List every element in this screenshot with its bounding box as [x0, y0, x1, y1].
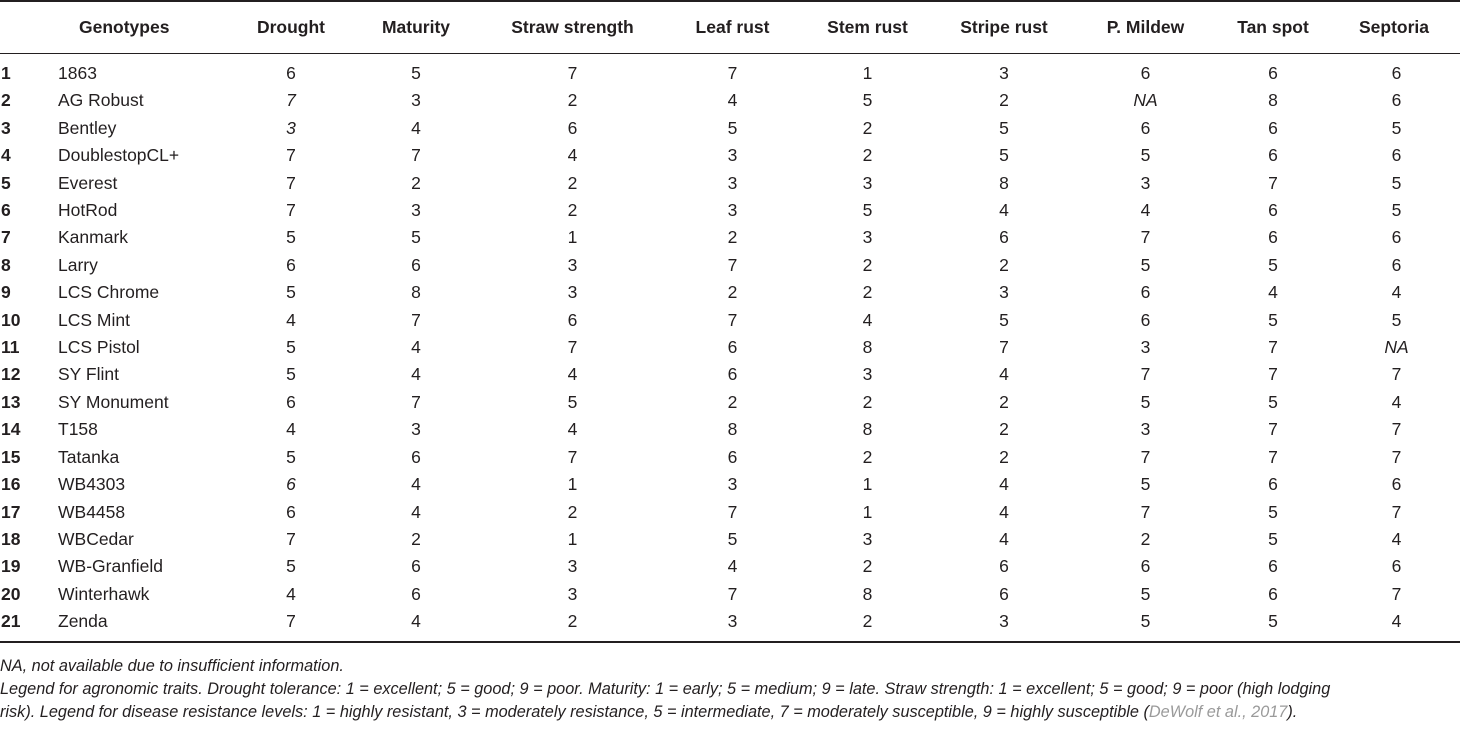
table-body — [0, 54, 1460, 636]
cell-maturity: 2 — [411, 172, 421, 193]
cell-leaf-rust: 8 — [727, 419, 738, 440]
cell-p-mildew: 3 — [1140, 419, 1151, 440]
cell-genotypes: T158 — [58, 419, 98, 440]
cell-drought: 5 — [286, 282, 296, 303]
cell-stem-rust: 4 — [862, 309, 873, 330]
cell-straw-strength: 4 — [567, 364, 578, 385]
cell-p-mildew: 6 — [1140, 63, 1151, 83]
table-row — [0, 87, 1460, 114]
cell-stem-rust: 8 — [862, 583, 873, 604]
cell-septoria: 6 — [1391, 474, 1402, 495]
cell-stripe-rust: 7 — [999, 337, 1009, 358]
cell-maturity: 4 — [411, 474, 421, 495]
cell-septoria: 4 — [1391, 528, 1402, 549]
table-row — [0, 142, 1460, 169]
cell-p-mildew: 4 — [1140, 200, 1151, 221]
cell-straw-strength: 3 — [567, 583, 578, 604]
cell-stem-rust: 2 — [862, 117, 873, 138]
cell-index: 2 — [1, 90, 11, 111]
table-row — [0, 115, 1460, 142]
cell-p-mildew: 5 — [1140, 254, 1151, 275]
cell-stripe-rust: 3 — [999, 611, 1009, 632]
cell-septoria: 5 — [1391, 200, 1402, 221]
cell-leaf-rust: 2 — [727, 227, 738, 248]
cell-stem-rust: 5 — [862, 200, 873, 221]
cell-stem-rust: 2 — [862, 611, 873, 632]
cell-straw-strength: 7 — [567, 337, 578, 358]
cell-septoria: 4 — [1391, 282, 1402, 303]
cell-leaf-rust: 2 — [727, 282, 738, 303]
cell-stripe-rust: 4 — [999, 474, 1009, 495]
cell-p-mildew: 5 — [1140, 583, 1151, 604]
cell-drought: 6 — [286, 474, 296, 495]
cell-drought: 7 — [286, 145, 296, 166]
column-header-straw-strength: Straw strength — [511, 16, 634, 37]
cell-tan-spot: 7 — [1268, 337, 1278, 358]
cell-stripe-rust: 4 — [999, 200, 1009, 221]
cell-index: 9 — [1, 282, 11, 303]
cell-drought: 3 — [286, 117, 296, 138]
cell-septoria: 7 — [1391, 419, 1402, 440]
legend-line2-text: risk). Legend for disease resistance levels: 1 = highly resistant, 3 = moderately resistance, 5 = intermediate, 7 = moderately susceptible, 9 = highly susceptible ( — [0, 703, 1149, 721]
table-row — [0, 224, 1460, 251]
cell-drought: 6 — [286, 254, 296, 275]
cell-drought: 6 — [286, 501, 296, 522]
cell-drought: 5 — [286, 227, 296, 248]
cell-genotypes: DoublestopCL+ — [58, 145, 180, 166]
legend-end: ). — [1287, 703, 1298, 721]
cell-drought: 4 — [286, 583, 296, 604]
cell-genotypes: SY Flint — [58, 364, 119, 385]
cell-stem-rust: 2 — [862, 391, 873, 412]
cell-maturity: 6 — [411, 556, 421, 577]
cell-septoria: 7 — [1391, 446, 1402, 467]
cell-genotypes: Everest — [58, 172, 118, 193]
cell-p-mildew: 3 — [1140, 172, 1151, 193]
cell-septoria: 5 — [1391, 309, 1402, 330]
cell-tan-spot: 6 — [1268, 117, 1278, 138]
cell-stripe-rust: 4 — [999, 501, 1009, 522]
table-bottom-rule — [0, 641, 1460, 643]
cell-maturity: 4 — [411, 117, 421, 138]
cell-stem-rust: 2 — [862, 282, 873, 303]
cell-straw-strength: 7 — [567, 446, 578, 467]
cell-index: 1 — [1, 63, 11, 83]
cell-genotypes: HotRod — [58, 200, 118, 221]
cell-p-mildew: 5 — [1140, 391, 1151, 412]
cell-p-mildew: 3 — [1140, 337, 1151, 358]
header-row — [0, 0, 1460, 54]
cell-maturity: 5 — [411, 63, 421, 83]
cell-genotypes: Kanmark — [58, 227, 129, 248]
cell-stripe-rust: 4 — [999, 364, 1009, 385]
cell-leaf-rust: 7 — [727, 501, 738, 522]
cell-leaf-rust: 6 — [727, 337, 738, 358]
cell-septoria: 6 — [1391, 145, 1402, 166]
cell-tan-spot: 6 — [1268, 145, 1278, 166]
cell-septoria: 5 — [1391, 172, 1402, 193]
cell-stripe-rust: 8 — [999, 172, 1009, 193]
table-row — [0, 499, 1460, 526]
cell-straw-strength: 2 — [567, 200, 578, 221]
table-row — [0, 581, 1460, 608]
cell-genotypes: LCS Mint — [58, 309, 130, 330]
table-row — [0, 553, 1460, 580]
cell-genotypes: Winterhawk — [58, 583, 150, 604]
table-row — [0, 361, 1460, 388]
cell-genotypes: WBCedar — [58, 528, 134, 549]
cell-maturity: 4 — [411, 611, 421, 632]
column-header-maturity: Maturity — [381, 16, 451, 37]
cell-straw-strength: 4 — [567, 145, 578, 166]
cell-leaf-rust: 5 — [727, 528, 738, 549]
cell-septoria: NA — [1384, 337, 1409, 358]
cell-genotypes: WB4303 — [58, 474, 126, 495]
cell-tan-spot: 6 — [1268, 556, 1278, 577]
cell-genotypes: Zenda — [58, 611, 108, 632]
table-header — [0, 0, 1460, 54]
table-row — [0, 444, 1460, 471]
cell-stripe-rust: 3 — [999, 282, 1009, 303]
cell-genotypes: LCS Chrome — [58, 282, 160, 303]
cell-stem-rust: 2 — [862, 446, 873, 467]
cell-septoria: 6 — [1391, 254, 1402, 275]
cell-p-mildew: 5 — [1140, 611, 1151, 632]
table-row — [0, 526, 1460, 553]
cell-tan-spot: 6 — [1268, 200, 1278, 221]
cell-maturity: 7 — [411, 391, 421, 412]
cell-maturity: 7 — [411, 145, 421, 166]
cell-tan-spot: 6 — [1268, 227, 1278, 248]
table-row — [0, 54, 1460, 87]
cell-leaf-rust: 7 — [727, 63, 738, 83]
cell-stripe-rust: 2 — [999, 254, 1009, 275]
cell-index: 8 — [1, 254, 11, 275]
legend-footnote-line2 — [0, 701, 1460, 724]
cell-tan-spot: 6 — [1268, 474, 1278, 495]
cell-stripe-rust: 6 — [999, 556, 1009, 577]
cell-tan-spot: 7 — [1268, 419, 1278, 440]
cell-index: 14 — [1, 419, 21, 440]
cell-stem-rust: 2 — [862, 254, 873, 275]
cell-index: 17 — [1, 501, 21, 522]
cell-straw-strength: 2 — [567, 611, 578, 632]
table-row — [0, 197, 1460, 224]
cell-septoria: 4 — [1391, 391, 1402, 412]
cell-leaf-rust: 5 — [727, 117, 738, 138]
cell-p-mildew: NA — [1133, 90, 1158, 111]
cell-septoria: 5 — [1391, 117, 1402, 138]
cell-stripe-rust: 5 — [999, 117, 1009, 138]
cell-p-mildew: 5 — [1140, 145, 1151, 166]
legend-footnote-line1: Legend for agronomic traits. Drought tolerance: 1 = excellent; 5 = good; 9 = poor. Maturity: 1 = early; 5 = medium; 9 = late. Straw strength: 1 = excellent; 5 = good; 9 = poor (high lodging — [0, 680, 1331, 698]
cell-index: 6 — [1, 200, 11, 221]
cell-tan-spot: 5 — [1268, 391, 1278, 412]
table-footnotes — [0, 655, 1460, 724]
cell-index: 21 — [1, 611, 21, 632]
cell-maturity: 5 — [411, 227, 421, 248]
cell-drought: 5 — [286, 446, 296, 467]
cell-maturity: 6 — [411, 446, 421, 467]
cell-straw-strength: 3 — [567, 556, 578, 577]
cell-p-mildew: 7 — [1140, 501, 1151, 522]
cell-straw-strength: 2 — [567, 501, 578, 522]
cell-tan-spot: 6 — [1268, 63, 1278, 83]
cell-septoria: 7 — [1391, 583, 1402, 604]
cell-maturity: 8 — [411, 282, 421, 303]
cell-tan-spot: 5 — [1268, 501, 1278, 522]
cell-index: 3 — [1, 117, 11, 138]
cell-stripe-rust: 2 — [999, 90, 1009, 111]
cell-leaf-rust: 2 — [727, 391, 738, 412]
cell-straw-strength: 6 — [567, 309, 578, 330]
cell-leaf-rust: 7 — [727, 583, 738, 604]
citation-link[interactable]: DeWolf et al., 2017 — [1148, 703, 1288, 721]
cell-tan-spot: 7 — [1268, 172, 1278, 193]
cell-index: 10 — [1, 309, 21, 330]
cell-septoria: 7 — [1391, 501, 1402, 522]
cell-maturity: 3 — [411, 90, 421, 111]
cell-tan-spot: 5 — [1268, 528, 1278, 549]
cell-stripe-rust: 4 — [999, 528, 1009, 549]
cell-stem-rust: 1 — [862, 474, 873, 495]
cell-tan-spot: 8 — [1268, 90, 1278, 111]
cell-leaf-rust: 3 — [727, 145, 738, 166]
cell-stem-rust: 8 — [862, 337, 873, 358]
cell-drought: 7 — [286, 90, 296, 111]
cell-index: 13 — [1, 391, 21, 412]
cell-septoria: 6 — [1391, 227, 1402, 248]
cell-drought: 7 — [286, 200, 296, 221]
cell-stripe-rust: 5 — [999, 145, 1009, 166]
cell-genotypes: AG Robust — [58, 90, 144, 111]
column-header-drought: Drought — [256, 16, 326, 37]
cell-maturity: 3 — [411, 200, 421, 221]
column-header-tan-spot: Tan spot — [1237, 16, 1309, 37]
cell-stripe-rust: 6 — [999, 227, 1009, 248]
cell-genotypes: Larry — [58, 254, 98, 275]
cell-leaf-rust: 3 — [727, 474, 738, 495]
cell-straw-strength: 7 — [567, 63, 578, 83]
cell-p-mildew: 2 — [1140, 528, 1151, 549]
cell-drought: 7 — [286, 528, 296, 549]
cell-septoria: 6 — [1391, 556, 1402, 577]
cell-maturity: 4 — [411, 364, 421, 385]
cell-maturity: 7 — [411, 309, 421, 330]
cell-straw-strength: 6 — [567, 117, 578, 138]
cell-septoria: 7 — [1391, 364, 1402, 385]
cell-drought: 4 — [286, 309, 296, 330]
cell-drought: 6 — [286, 63, 296, 83]
cell-p-mildew: 7 — [1140, 446, 1151, 467]
cell-maturity: 6 — [411, 583, 421, 604]
cell-tan-spot: 7 — [1268, 364, 1278, 385]
cell-stem-rust: 5 — [862, 90, 873, 111]
cell-drought: 5 — [286, 337, 296, 358]
cell-stem-rust: 2 — [862, 145, 873, 166]
cell-stem-rust: 1 — [862, 501, 873, 522]
cell-drought: 7 — [286, 172, 296, 193]
cell-straw-strength: 1 — [567, 474, 578, 495]
table-row — [0, 279, 1460, 306]
cell-tan-spot: 5 — [1268, 309, 1278, 330]
column-header-stripe-rust: Stripe rust — [960, 16, 1048, 37]
cell-drought: 6 — [286, 391, 296, 412]
table-row — [0, 252, 1460, 279]
cell-straw-strength: 2 — [567, 172, 578, 193]
cell-straw-strength: 3 — [567, 254, 578, 275]
cell-leaf-rust: 3 — [727, 200, 738, 221]
cell-leaf-rust: 4 — [727, 556, 738, 577]
cell-p-mildew: 6 — [1140, 309, 1151, 330]
cell-tan-spot: 4 — [1268, 282, 1278, 303]
cell-maturity: 3 — [411, 419, 421, 440]
column-header-stem-rust: Stem rust — [827, 16, 908, 37]
cell-stem-rust: 3 — [862, 364, 873, 385]
column-header-index — [0, 0, 57, 54]
cell-stripe-rust: 2 — [999, 391, 1009, 412]
cell-index: 20 — [1, 583, 21, 604]
cell-p-mildew: 6 — [1140, 117, 1151, 138]
cell-drought: 4 — [286, 419, 296, 440]
cell-index: 18 — [1, 528, 21, 549]
cell-drought: 5 — [286, 364, 296, 385]
table-row — [0, 389, 1460, 416]
cell-leaf-rust: 3 — [727, 172, 738, 193]
cell-genotypes: Tatanka — [58, 446, 120, 467]
cell-stripe-rust: 3 — [999, 63, 1009, 83]
cell-stripe-rust: 2 — [999, 446, 1009, 467]
cell-index: 19 — [1, 556, 21, 577]
cell-genotypes: WB4458 — [58, 501, 126, 522]
cell-index: 12 — [1, 364, 21, 385]
column-header-genotypes: Genotypes — [79, 16, 170, 37]
cell-tan-spot: 6 — [1268, 583, 1278, 604]
na-footnote: NA, not available due to insufficient information. — [0, 657, 344, 675]
cell-straw-strength: 5 — [567, 391, 578, 412]
cell-index: 5 — [1, 172, 11, 193]
column-header-septoria: Septoria — [1359, 16, 1430, 37]
table-row — [0, 170, 1460, 197]
cell-stem-rust: 3 — [862, 172, 873, 193]
cell-p-mildew: 7 — [1140, 227, 1151, 248]
cell-stripe-rust: 2 — [999, 419, 1009, 440]
cell-straw-strength: 4 — [567, 419, 578, 440]
cell-stem-rust: 3 — [862, 227, 873, 248]
cell-stripe-rust: 5 — [999, 309, 1009, 330]
cell-maturity: 4 — [411, 337, 421, 358]
cell-drought: 7 — [286, 611, 296, 632]
cell-genotypes: Bentley — [58, 117, 117, 138]
cell-septoria: 6 — [1391, 90, 1402, 111]
cell-p-mildew: 5 — [1140, 474, 1151, 495]
cell-index: 16 — [1, 474, 21, 495]
cell-leaf-rust: 7 — [727, 309, 738, 330]
cell-leaf-rust: 3 — [727, 611, 738, 632]
cell-stripe-rust: 6 — [999, 583, 1009, 604]
cell-genotypes: LCS Pistol — [58, 337, 140, 358]
cell-p-mildew: 6 — [1140, 282, 1151, 303]
cell-septoria: 4 — [1391, 611, 1402, 632]
cell-stem-rust: 1 — [862, 63, 873, 83]
cell-genotypes: WB-Granfield — [58, 556, 164, 577]
cell-index: 7 — [1, 227, 11, 248]
cell-genotypes: 1863 — [58, 63, 97, 83]
cell-p-mildew: 6 — [1140, 556, 1151, 577]
cell-stem-rust: 8 — [862, 419, 873, 440]
cell-stem-rust: 3 — [862, 528, 873, 549]
cell-tan-spot: 5 — [1268, 611, 1278, 632]
cell-straw-strength: 3 — [567, 282, 578, 303]
cell-maturity: 6 — [411, 254, 421, 275]
cell-index: 11 — [1, 337, 20, 358]
cell-p-mildew: 7 — [1140, 364, 1151, 385]
table-row — [0, 334, 1460, 361]
cell-tan-spot: 5 — [1268, 254, 1278, 275]
cell-leaf-rust: 6 — [727, 364, 738, 385]
table-row — [0, 416, 1460, 443]
cell-straw-strength: 2 — [567, 90, 578, 111]
table-row — [0, 608, 1460, 635]
cell-tan-spot: 7 — [1268, 446, 1278, 467]
cell-drought: 5 — [286, 556, 296, 577]
cell-straw-strength: 1 — [567, 227, 578, 248]
cell-leaf-rust: 4 — [727, 90, 738, 111]
cell-straw-strength: 1 — [567, 528, 578, 549]
cell-maturity: 2 — [411, 528, 421, 549]
table-row — [0, 307, 1460, 334]
cell-septoria: 6 — [1391, 63, 1402, 83]
cell-leaf-rust: 7 — [727, 254, 738, 275]
cell-genotypes: SY Monument — [58, 391, 169, 412]
cell-index: 4 — [1, 145, 11, 166]
cell-leaf-rust: 6 — [727, 446, 738, 467]
column-header-p-mildew: P. Mildew — [1106, 16, 1185, 37]
column-header-leaf-rust: Leaf rust — [695, 16, 770, 37]
cell-stem-rust: 2 — [862, 556, 873, 577]
cell-index: 15 — [1, 446, 21, 467]
table-row — [0, 471, 1460, 498]
cell-maturity: 4 — [411, 501, 421, 522]
